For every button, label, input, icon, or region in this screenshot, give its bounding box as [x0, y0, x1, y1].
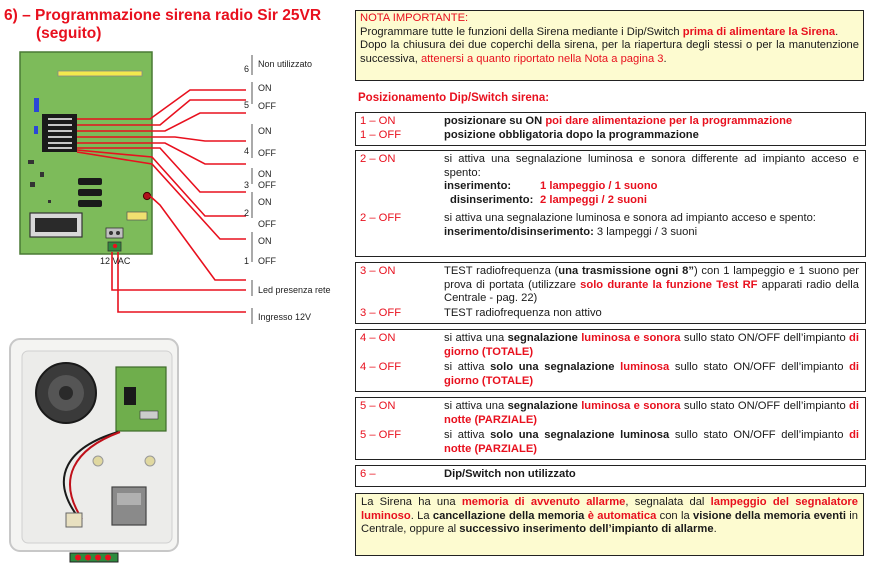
s3-on-b: una trasmissione ogni 8” — [558, 265, 694, 277]
label-off-3: OFF — [258, 180, 276, 190]
switch-4-on-desc — [444, 332, 859, 359]
section-switch-5 — [355, 397, 866, 460]
footer-k: in Centrale, oppure al — [361, 509, 858, 535]
dip-switch-subheading: Posizionamento Dip/Switch sirena: — [358, 92, 550, 104]
note-p1-emphasis: prima di alimentare la Sirena — [682, 25, 836, 38]
label-on-3: ON — [258, 169, 272, 179]
section-switch-3 — [355, 262, 866, 324]
switch-1-on-desc — [444, 115, 859, 129]
s3-on-d: solo durante la funzione Test RF — [580, 278, 758, 291]
title-line-1: 6) – Programmazione sirena radio Sir 25VR — [4, 7, 322, 24]
label-on-5: ON — [258, 83, 272, 93]
switch-2-on-desc — [444, 153, 859, 207]
label-off-1: OFF — [258, 256, 276, 266]
s4-off-b: solo una segnalazione — [490, 361, 615, 373]
s4-off-a: si attiva — [444, 361, 491, 373]
s5-on-e: sullo stato ON/OFF dell’impianto — [680, 400, 850, 412]
section-switch-4 — [355, 329, 866, 392]
label-off-4: OFF — [258, 148, 276, 158]
s3-on-e: apparati radio della Centrale - pag. 22) — [444, 278, 859, 304]
switch-number-2: 2 — [244, 208, 250, 218]
label-on-4: ON — [258, 126, 272, 136]
s2-ins-value: 1 lampeggio / 1 suono — [540, 180, 658, 192]
label-led-presenza-rete: Led presenza rete — [258, 285, 331, 295]
switch-number-3: 3 — [244, 180, 250, 190]
footer-m: . — [713, 523, 717, 535]
switch-5-off-code: 5 – OFF — [360, 429, 402, 441]
footer-l: successivo inserimento dell’impianto di allarme — [459, 523, 714, 535]
title-line-2: (seguito) — [36, 25, 102, 42]
note-p2-emphasis: attenersi a quanto riportato nella Nota a pagina 3 — [420, 52, 664, 65]
s2-on-l1: si attiva una segnalazione luminosa e sonora differente ad impianto acceso e spento: — [444, 153, 859, 179]
label-on-2: ON — [258, 197, 272, 207]
s2-ins-line — [444, 180, 859, 194]
s5-off-b: solo una segnalazione luminosa — [490, 429, 670, 441]
section-switch-2 — [355, 150, 866, 257]
important-note-box — [355, 10, 864, 81]
siren-photo — [8, 337, 186, 565]
section-switch-1 — [355, 112, 866, 146]
switch-3-on-desc — [444, 265, 859, 306]
switch-number-6: 6 — [244, 64, 250, 74]
note-p2-end: . — [663, 52, 667, 65]
s2-ins-label: inserimento: — [444, 180, 512, 192]
note-paragraph-2 — [360, 39, 859, 66]
s4-on-b: segnalazione — [507, 332, 578, 344]
s2-off-l2b: 3 lampeggi / 3 suoni — [593, 225, 698, 238]
footer-h: è automatica — [587, 509, 657, 522]
s3-on-c: ) con 1 lampeggio e 1 suono per prova di portata (utilizzare — [444, 265, 860, 291]
pcb-strip — [58, 71, 142, 76]
footer-a: La Sirena ha una — [361, 496, 462, 508]
switch-4-off-code: 4 – OFF — [360, 361, 402, 373]
footer-i: con la — [656, 509, 693, 522]
note-p2-text: Dopo la chiusura dei due coperchi della sirena, per la riapertura degli stessi o per la manutenzione successiva, — [360, 39, 859, 65]
s4-on-d: luminosa e sonora — [581, 332, 681, 344]
switch-2-on-code: 2 – ON — [360, 153, 396, 165]
s5-off-f: di notte (PARZIALE) — [444, 429, 860, 455]
note-heading: NOTA IMPORTANTE: — [360, 12, 469, 24]
s4-on-e: sullo stato ON/OFF dell’impianto — [680, 332, 850, 344]
s2-dis-value: 2 lampeggi / 2 suoni — [540, 193, 647, 206]
switch-3-off-code: 3 – OFF — [360, 307, 402, 319]
label-off-5: OFF — [258, 101, 276, 111]
footer-d: lampeggio del segnalatore luminoso — [361, 496, 859, 522]
label-off-2: OFF — [258, 219, 276, 229]
switch-2-off-code: 2 – OFF — [360, 212, 402, 224]
switch-1-on-code: 1 – ON — [360, 115, 396, 127]
switch-6-desc: Dip/Switch non utilizzato — [444, 468, 576, 480]
footer-b: memoria di avvenuto allarme — [461, 496, 626, 508]
footer-c: , segnalata dal — [625, 496, 711, 508]
s4-off-f: di giorno (TOTALE) — [444, 361, 860, 387]
s5-on-f: di notte (PARZIALE) — [444, 400, 859, 426]
switch-number-1: 1 — [244, 256, 250, 266]
s4-on-f: di giorno (TOTALE) — [444, 332, 859, 358]
label-non-utilizzato: Non utilizzato — [258, 59, 313, 69]
note-paragraph-1 — [360, 26, 859, 40]
s5-off-e: sullo stato ON/OFF dell’impianto — [669, 429, 850, 441]
memory-note-box — [355, 493, 864, 556]
switch-5-on-code: 5 – ON — [360, 400, 396, 412]
footer-e: . La — [410, 509, 433, 522]
switch-5-off-desc — [444, 429, 859, 456]
switch-5-on-desc — [444, 400, 859, 427]
switch-6-code: 6 – — [360, 468, 376, 480]
label-on-1: ON — [258, 236, 272, 246]
label-12vac: 12 VAC — [100, 256, 131, 266]
note-p1-end: . — [835, 25, 839, 38]
s2-dis-label: disinserimento: — [450, 193, 534, 206]
pcb-diagram — [0, 40, 350, 330]
s5-on-b: segnalazione — [507, 400, 578, 412]
switch-1-off-desc: posizione obbligatoria dopo la programmazione — [444, 129, 699, 141]
s4-off-d: luminosa — [620, 361, 670, 373]
s2-dis-line — [444, 194, 859, 208]
s3-on-a: TEST radiofrequenza ( — [444, 265, 559, 277]
label-ingresso-12v: Ingresso 12V — [258, 312, 312, 322]
s1-on-b: poi dare alimentazione per la programmazione — [545, 115, 793, 127]
switch-3-off-desc: TEST radiofrequenza non attivo — [444, 307, 602, 319]
switch-3-on-code: 3 – ON — [360, 265, 396, 277]
s5-off-a: si attiva — [444, 429, 491, 441]
s2-off-l2 — [444, 226, 859, 240]
switch-4-off-desc — [444, 361, 859, 388]
pcb-component — [34, 98, 39, 112]
s5-on-a: si attiva una — [444, 400, 508, 412]
footer-j: visione della memoria eventi — [693, 509, 846, 522]
s4-on-a: si attiva una — [444, 332, 508, 344]
page-title — [4, 7, 344, 43]
s4-off-e: sullo stato ON/OFF dell’impianto — [669, 361, 850, 373]
switch-4-on-code: 4 – ON — [360, 332, 396, 344]
s2-off-l2a: inserimento/disinserimento: — [444, 225, 594, 238]
switch-2-off-desc — [444, 212, 859, 239]
note-p1-text: Programmare tutte le funzioni della Sirena mediante i Dip/Switch — [360, 25, 683, 38]
s5-on-d: luminosa e sonora — [581, 400, 681, 412]
switch-1-off-code: 1 – OFF — [360, 129, 402, 141]
section-switch-6 — [355, 465, 866, 487]
switch-number-5: 5 — [244, 100, 250, 110]
s1-on-a: posizionare su ON — [444, 115, 546, 127]
switch-number-4: 4 — [244, 146, 250, 156]
s2-off-l1: si attiva una segnalazione luminosa e sonora ad impianto acceso e spento: — [444, 212, 816, 224]
pcb-component — [34, 126, 38, 134]
footer-f: cancellazione della memoria — [432, 509, 585, 522]
